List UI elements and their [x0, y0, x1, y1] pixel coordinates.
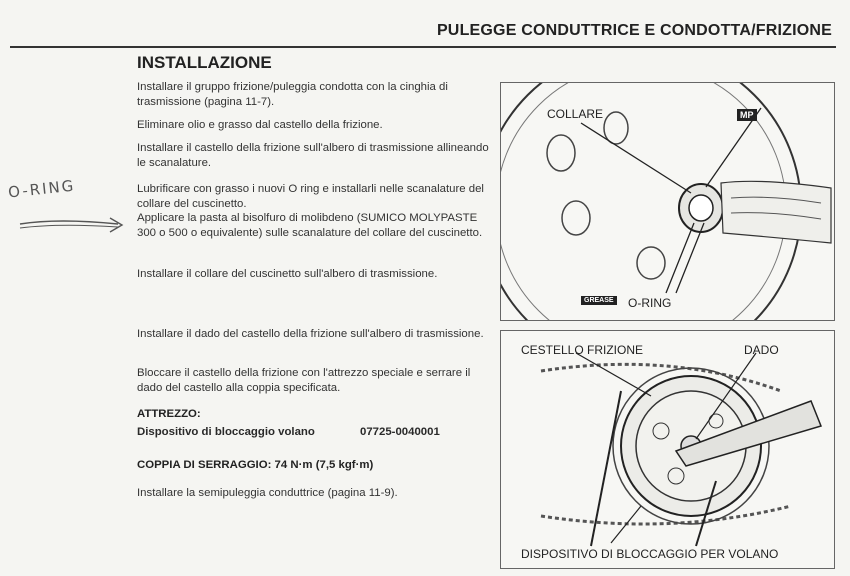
- paragraph-3: Installare il castello della frizione sull'albero di trasmissione allineando le scanalature.: [137, 142, 489, 169]
- figure-clutch-holder: [500, 330, 835, 569]
- header-divider: [10, 46, 836, 48]
- paragraph-4: Lubrificare con grasso i nuovi O ring e installarli nelle scanalature del collare del cuscinetto.: [137, 183, 484, 210]
- paragraph-9: Installare la semipuleggia conduttrice (pagina 11-9).: [137, 487, 398, 499]
- section-title: INSTALLAZIONE: [137, 53, 272, 72]
- paragraph-7: Installare il dado del castello della frizione sull'albero di trasmissione.: [137, 328, 484, 340]
- tag-mp-icon: MP: [737, 109, 757, 121]
- paragraph-5: Applicare la pasta al bisolfuro di molibdeno (SUMICO MOLYPASTE 300 o 500 o equivalente) sulle scanalature del collare del cuscinetto.: [137, 212, 483, 239]
- figure-collar-oring: [500, 82, 835, 321]
- paragraph-8: Bloccare il castello della frizione con l'attrezzo speciale e serrare il dado del castello alla coppia specificata.: [137, 367, 471, 394]
- label-nut: DADO: [744, 343, 779, 357]
- paragraph-2: Eliminare olio e grasso dal castello della frizione.: [137, 119, 383, 131]
- handwritten-note: O-RING: [7, 176, 77, 202]
- label-collar: COLLARE: [547, 107, 604, 121]
- tag-grease-icon: GREASE: [581, 296, 617, 305]
- paragraph-1: Installare il gruppo frizione/puleggia condotta con la cinghia di trasmissione (pagina 11-7).: [137, 81, 448, 108]
- clutch-holder-illustration: [501, 331, 834, 568]
- label-clutch-housing: CESTELLO FRIZIONE: [521, 343, 644, 357]
- tool-heading: ATTREZZO:: [137, 408, 201, 420]
- label-oring: O-RING: [628, 296, 672, 310]
- tool-name: Dispositivo di bloccaggio volano: [137, 426, 315, 438]
- label-holder-tool: DISPOSITIVO DI BLOCCAGGIO PER VOLANO: [521, 547, 779, 561]
- torque-spec: COPPIA DI SERRAGGIO: 74 N·m (7,5 kgf·m): [137, 459, 374, 471]
- tool-code: 07725-0040001: [360, 426, 440, 438]
- handwritten-arrow-icon: [18, 212, 128, 236]
- paragraph-6: Installare il collare del cuscinetto sull'albero di trasmissione.: [137, 268, 438, 280]
- page-header-title: PULEGGE CONDUTTRICE E CONDOTTA/FRIZIONE: [436, 22, 832, 39]
